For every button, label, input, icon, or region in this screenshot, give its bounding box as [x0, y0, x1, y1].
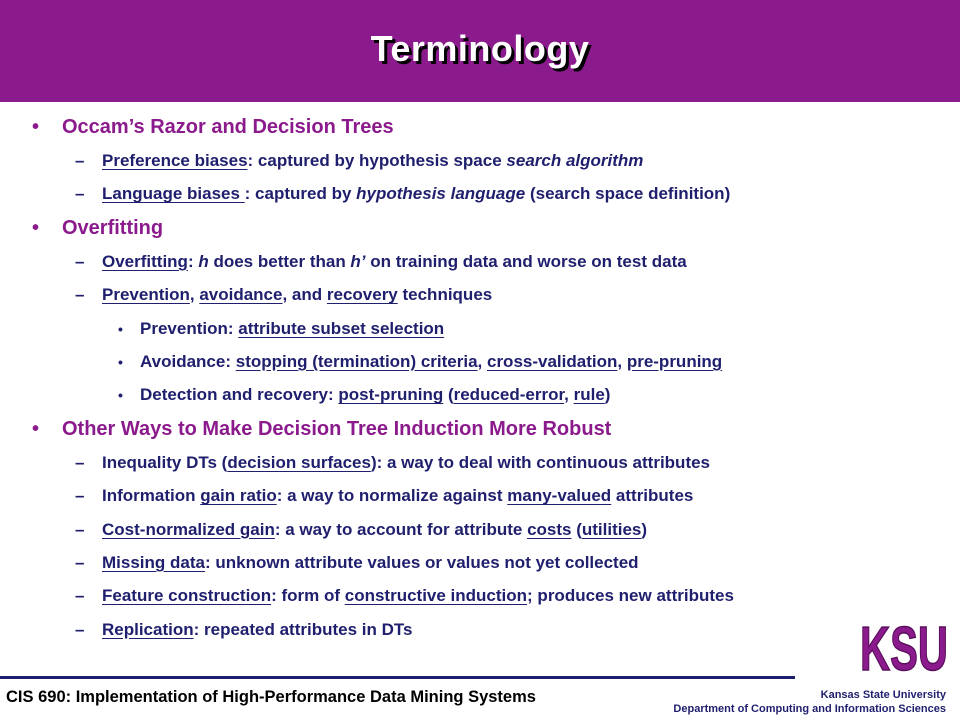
- dash-icon: –: [75, 251, 85, 271]
- footer-divider: [0, 676, 795, 679]
- sub-sub-bullet-detection-recovery: • Detection and recovery: post-pruning (reduced-error, rule): [30, 380, 940, 413]
- bullet-occams-razor: • Occam’s Razor and Decision Trees: [30, 112, 940, 146]
- course-title: CIS 690: Implementation of High-Performance Data Mining Systems: [6, 688, 536, 706]
- sub-bullet-feature-construction: – Feature construction: form of constructive induction; produces new attributes: [30, 581, 940, 614]
- sub-bullet-techniques: – Prevention, avoidance, and recovery techniques: [30, 280, 940, 313]
- slide-title: Terminology: [370, 28, 590, 69]
- bullet-icon: •: [32, 417, 40, 440]
- sub-bullet-inequality-dts: – Inequality DTs (decision surfaces): a way to deal with continuous attributes: [30, 448, 940, 481]
- dash-icon: –: [75, 519, 85, 539]
- ksu-logo-text: KSU: [860, 615, 948, 676]
- sub-bullet-language-biases: – Language biases : captured by hypothesis language (search space definition): [30, 179, 940, 212]
- bullet-icon: •: [118, 320, 123, 337]
- dash-icon: –: [75, 151, 85, 170]
- bullet-icon: •: [118, 353, 123, 370]
- sub-bullet-overfitting-definition: – Overfitting: h does better than h’ on training data and worse on test data: [30, 247, 940, 280]
- bullet-overfitting: • Overfitting: [30, 213, 940, 247]
- title-bar: [0, 0, 960, 102]
- sub-bullet-missing-data: – Missing data: unknown attribute values or values not yet collected: [30, 548, 940, 581]
- bullet-other-ways: • Other Ways to Make Decision Tree Induction More Robust: [30, 414, 940, 448]
- sub-sub-bullet-prevention: • Prevention: attribute subset selection: [30, 314, 940, 347]
- bullet-icon: •: [32, 216, 40, 239]
- ksu-logo: [858, 612, 950, 676]
- sub-bullet-preference-biases: – Preference biases: captured by hypothesis space search algorithm: [30, 146, 940, 179]
- sub-bullet-replication: – Replication: repeated attributes in DTs: [30, 615, 940, 648]
- dash-icon: –: [75, 285, 85, 305]
- dash-icon: –: [75, 619, 85, 639]
- slide-content: [30, 112, 940, 648]
- university-name: Kansas State University: [820, 689, 946, 701]
- department-name: Department of Computing and Information Sciences: [673, 703, 946, 715]
- dash-icon: –: [75, 486, 85, 506]
- institution-info: [673, 688, 946, 716]
- sub-bullet-cost-normalized-gain: – Cost-normalized gain: a way to account for attribute costs (utilities): [30, 515, 940, 548]
- dash-icon: –: [75, 552, 85, 572]
- bullet-icon: •: [32, 116, 40, 138]
- dash-icon: –: [75, 586, 85, 606]
- sub-sub-bullet-avoidance: • Avoidance: stopping (termination) criteria, cross-validation, pre-pruning: [30, 347, 940, 380]
- bullet-icon: •: [118, 387, 123, 404]
- dash-icon: –: [75, 184, 85, 204]
- sub-bullet-information-gain-ratio: – Information gain ratio: a way to normalize against many-valued attributes: [30, 481, 940, 514]
- dash-icon: –: [75, 452, 85, 472]
